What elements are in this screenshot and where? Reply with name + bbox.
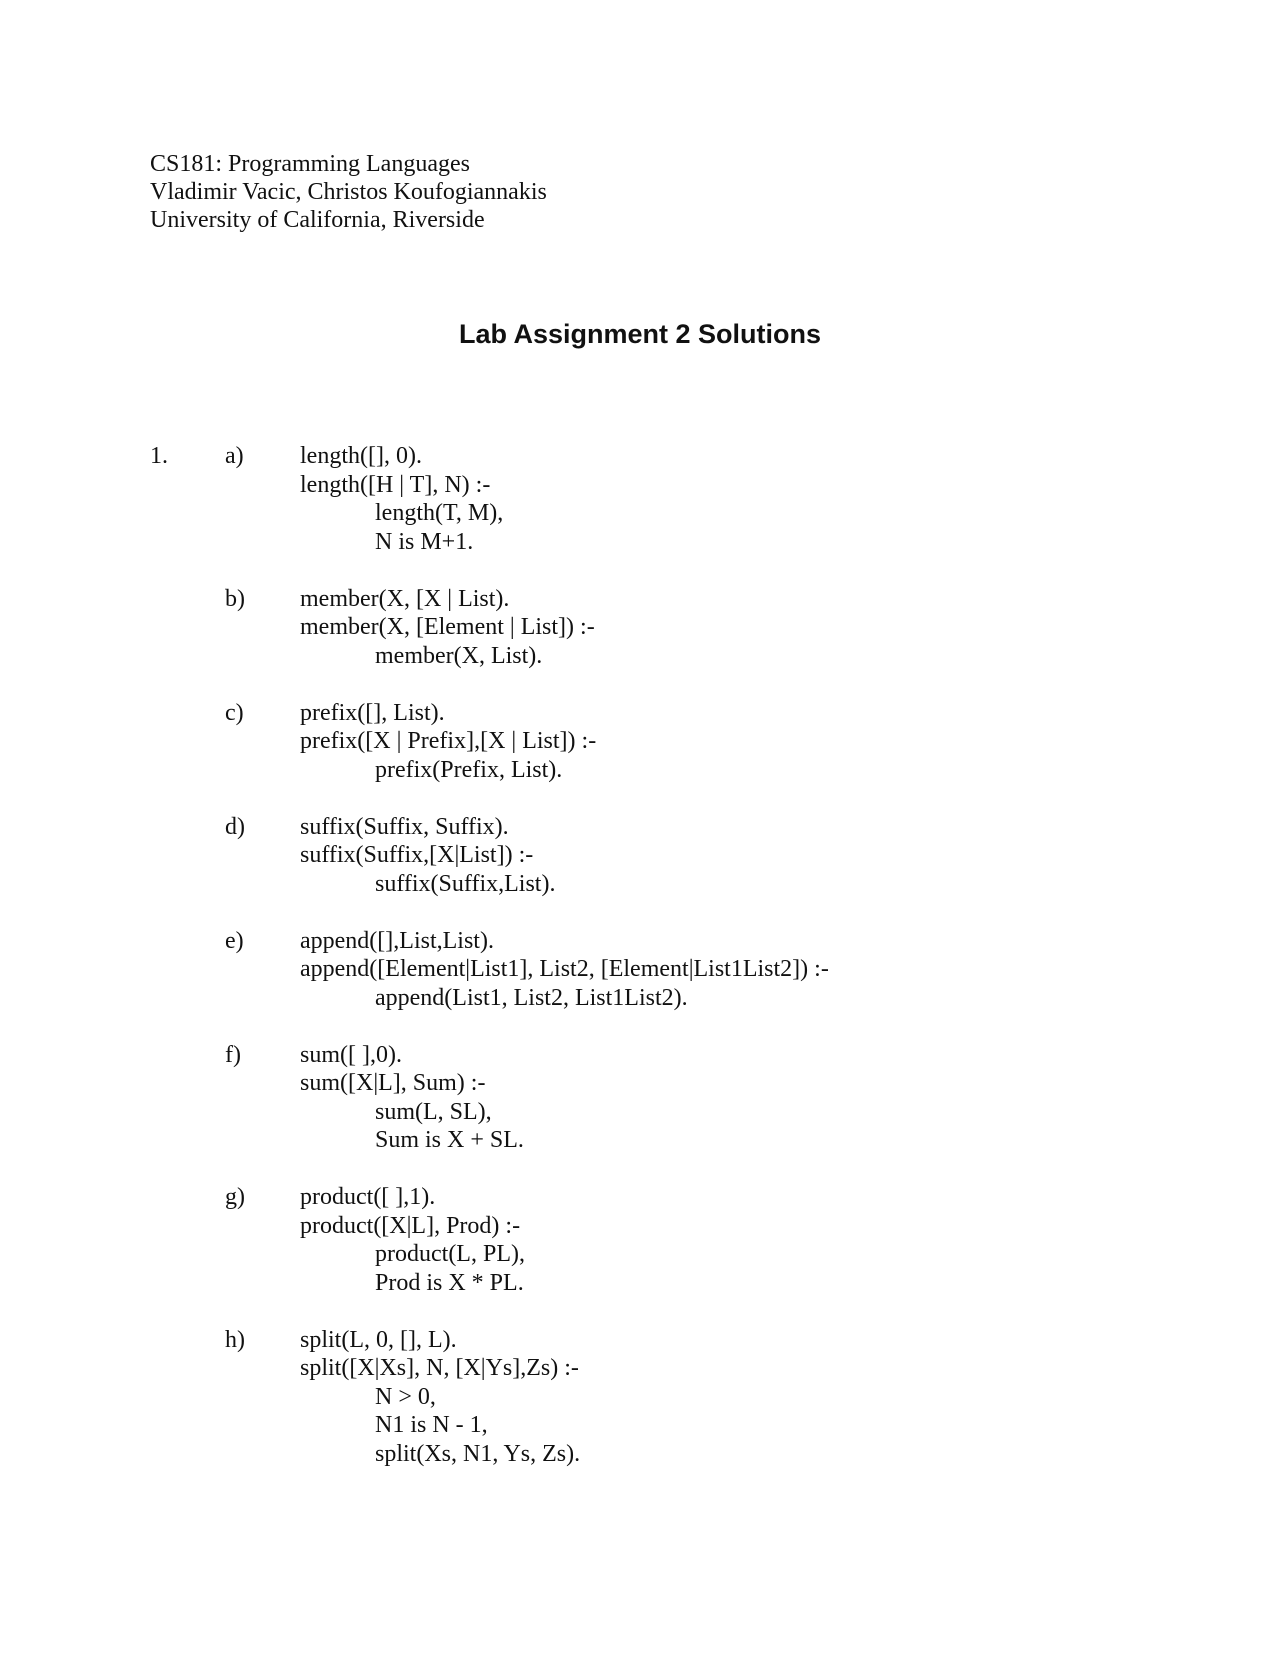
part-label: f) bbox=[225, 1041, 241, 1068]
code-line: product([X|L], Prod) :- bbox=[300, 1212, 521, 1239]
part-label: h) bbox=[225, 1326, 245, 1353]
page-title: Lab Assignment 2 Solutions bbox=[458, 319, 822, 349]
code-line: length([], 0). bbox=[300, 443, 422, 469]
code-line: member(X, List). bbox=[375, 642, 543, 669]
question-parts bbox=[0, 442, 1280, 1497]
question-part bbox=[0, 1326, 1280, 1469]
code-line: suffix(Suffix, Suffix). bbox=[300, 813, 509, 840]
document-header bbox=[150, 150, 547, 234]
code-line: N1 is N - 1, bbox=[375, 1412, 488, 1438]
code-line: length(T, M), bbox=[375, 500, 504, 526]
code-line: N is M+1. bbox=[375, 528, 474, 555]
code-block bbox=[300, 1041, 1280, 1155]
code-line: product(L, PL), bbox=[375, 1241, 525, 1267]
code-line: length([H | T], N) :- bbox=[300, 471, 491, 498]
code-line: sum([X|L], Sum) :- bbox=[300, 1070, 486, 1096]
code-line: Prod is X * PL. bbox=[375, 1269, 524, 1296]
authors: Vladimir Vacic, Christos Koufogiannakis bbox=[150, 179, 547, 205]
question-part bbox=[0, 442, 1280, 556]
code-block bbox=[300, 699, 1280, 785]
code-line: split([X|Xs], N, [X|Ys],Zs) :- bbox=[300, 1355, 579, 1381]
code-line: suffix(Suffix,[X|List]) :- bbox=[300, 842, 534, 868]
question-number: 1. bbox=[150, 443, 168, 469]
code-block bbox=[300, 585, 1280, 671]
question-part bbox=[0, 813, 1280, 899]
code-line: member(X, [Element | List]) :- bbox=[300, 614, 595, 640]
code-line: sum([ ],0). bbox=[300, 1041, 402, 1068]
code-block bbox=[300, 1326, 1280, 1469]
question-part bbox=[0, 1041, 1280, 1155]
code-line: member(X, [X | List). bbox=[300, 585, 510, 612]
code-line: sum(L, SL), bbox=[375, 1098, 492, 1125]
code-block bbox=[300, 1183, 1280, 1297]
code-line: prefix([], List). bbox=[300, 699, 445, 726]
part-label: c) bbox=[225, 699, 244, 726]
part-label: a) bbox=[225, 443, 244, 469]
code-line: product([ ],1). bbox=[300, 1184, 436, 1210]
code-line: Sum is X + SL. bbox=[375, 1127, 524, 1153]
question-part bbox=[0, 699, 1280, 785]
code-line: split(L, 0, [], L). bbox=[300, 1326, 457, 1353]
code-line: append([Element|List1], List2, [Element|List1List2]) :- bbox=[300, 956, 829, 982]
question-part bbox=[0, 927, 1280, 1013]
code-line: split(Xs, N1, Ys, Zs). bbox=[375, 1440, 581, 1467]
part-label: d) bbox=[225, 813, 245, 840]
question-part bbox=[0, 585, 1280, 671]
code-block bbox=[300, 927, 1280, 1013]
code-line: prefix(Prefix, List). bbox=[375, 756, 563, 783]
code-line: prefix([X | Prefix],[X | List]) :- bbox=[300, 728, 597, 754]
part-label: g) bbox=[225, 1184, 245, 1210]
code-line: N > 0, bbox=[375, 1383, 436, 1410]
code-block bbox=[300, 813, 1280, 899]
code-line: append([],List,List). bbox=[300, 927, 494, 954]
code-line: append(List1, List2, List1List2). bbox=[375, 984, 688, 1011]
code-line: suffix(Suffix,List). bbox=[375, 870, 556, 897]
course-title: CS181: Programming Languages bbox=[150, 151, 470, 177]
code-block bbox=[300, 442, 1280, 556]
part-label: e) bbox=[225, 927, 244, 954]
question-part bbox=[0, 1183, 1280, 1297]
university: University of California, Riverside bbox=[150, 207, 485, 233]
part-label: b) bbox=[225, 585, 245, 612]
